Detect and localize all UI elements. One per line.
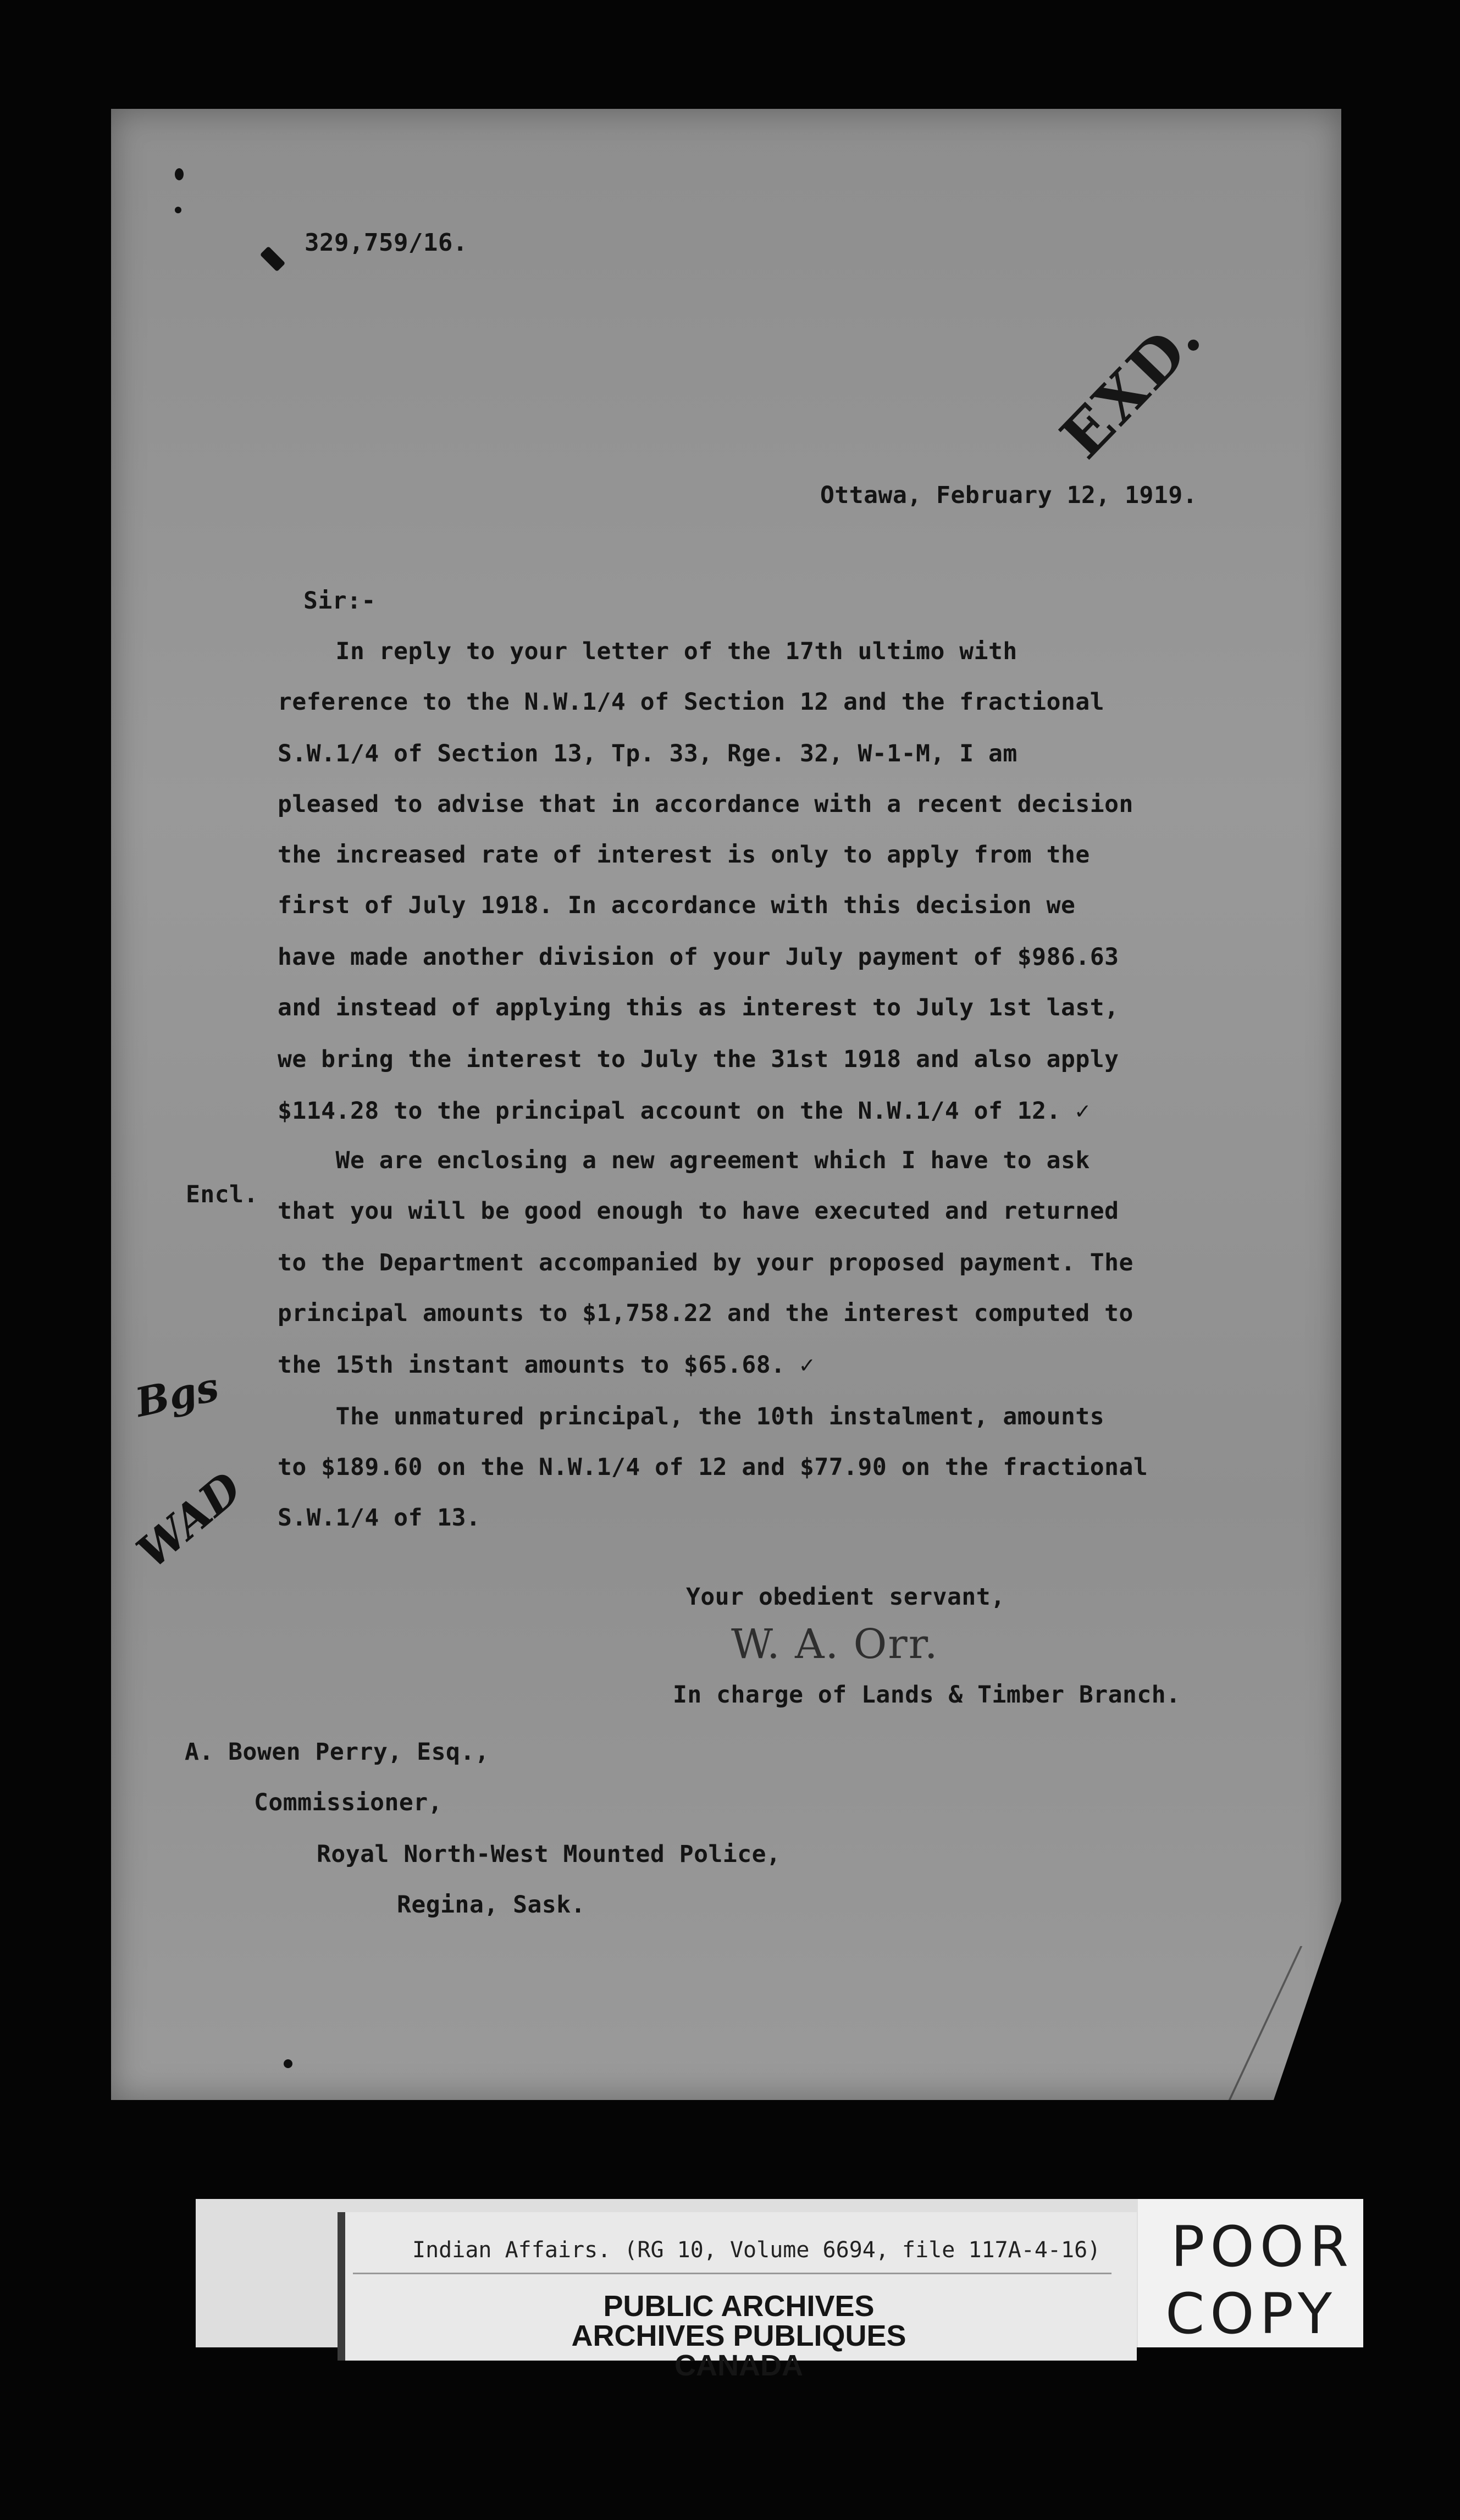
archive-file-info: Indian Affairs. (RG 10, Volume 6694, file 117A-4-16) (412, 2237, 1101, 2263)
body-line: we bring the interest to July the 31st 1918 and also apply (278, 1046, 1119, 1073)
archives-name-fr: ARCHIVES PUBLIQUES (571, 2319, 906, 2352)
body-line: the increased rate of interest is only to apply from the (278, 841, 1090, 869)
body-line: principal amounts to $1,758.22 and the interest computed to (278, 1300, 1133, 1327)
body-line: pleased to advise that in accordance with a recent decision (278, 791, 1133, 818)
body-line: that you will be good enough to have executed and returned (278, 1197, 1119, 1225)
handwritten-initials: Bgs (131, 1363, 223, 1426)
archives-name-en: PUBLIC ARCHIVES (603, 2290, 875, 2323)
body-line: $114.28 to the principal account on the N.W.1/4 of 12. ✓ (278, 1097, 1090, 1125)
letter-date: Ottawa, February 12, 1919. (820, 482, 1198, 509)
addressee-organization: Royal North-West Mounted Police, (317, 1841, 781, 1868)
salutation: Sir:- (303, 587, 376, 615)
body-line: In reply to your letter of the 17th ultimo with (278, 638, 1017, 665)
addressee-title: Commissioner, (254, 1789, 443, 1816)
body-line: to $189.60 on the N.W.1/4 of 12 and $77.90 on the fractional (278, 1454, 1148, 1481)
file-reference-number: 329,759/16. (305, 229, 468, 257)
body-line: reference to the N.W.1/4 of Section 12 and the fractional (278, 688, 1105, 716)
body-line: have made another division of your July payment of $986.63 (278, 943, 1119, 971)
punch-hole-mark (175, 168, 184, 180)
poor-copy-note: POOR (1171, 2214, 1354, 2280)
punch-hole-mark (175, 207, 181, 213)
archives-country: CANADA (674, 2349, 803, 2382)
body-line: The unmatured principal, the 10th instalment, amounts (278, 1403, 1105, 1430)
addressee-city: Regina, Sask. (397, 1891, 586, 1919)
complimentary-close: Your obedient servant, (686, 1583, 1005, 1611)
body-line: the 15th instant amounts to $65.68. ✓ (278, 1351, 815, 1379)
body-line: and instead of applying this as interest to July 1st last, (278, 994, 1119, 1021)
enclosure-note: Encl. (186, 1181, 258, 1208)
addressee-name: A. Bowen Perry, Esq., (185, 1738, 490, 1766)
body-line: S.W.1/4 of Section 13, Tp. 33, Rge. 32, W-1-M, I am (278, 740, 1017, 767)
poor-copy-note: COPY (1165, 2281, 1338, 2347)
body-line: first of July 1918. In accordance with this decision we (278, 892, 1076, 919)
binding-mark (284, 2059, 292, 2068)
body-line: S.W.1/4 of 13. (278, 1504, 481, 1532)
exd-stamp: EXD. (1047, 301, 1216, 472)
body-line: to the Department accompanied by your proposed payment. The (278, 1249, 1133, 1276)
signer-title: In charge of Lands & Timber Branch. (673, 1681, 1181, 1709)
body-line: We are enclosing a new agreement which I have to ask (278, 1147, 1090, 1174)
signature: W. A. Orr. (731, 1621, 939, 1668)
handwritten-initials: WAD (127, 1462, 252, 1578)
label-divider (353, 2273, 1111, 2274)
